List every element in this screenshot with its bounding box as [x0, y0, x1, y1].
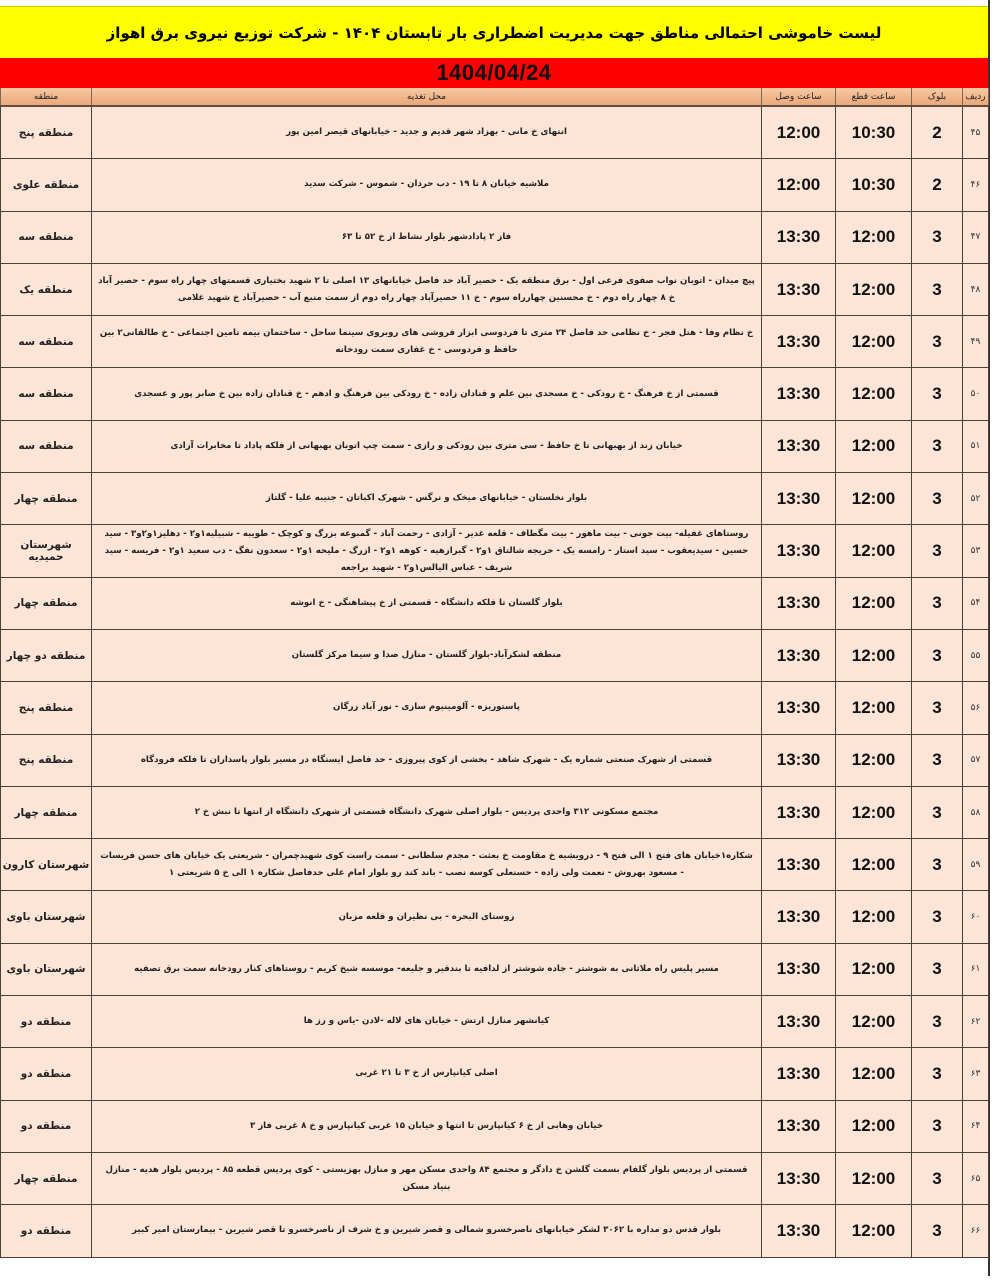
connect-time: 13:30	[762, 734, 836, 786]
block-number: 3	[912, 577, 963, 629]
row-number: ۵۴	[963, 577, 989, 629]
row-number: ۵۳	[963, 525, 989, 577]
connect-time: 13:30	[762, 1048, 836, 1100]
table-row	[1, 891, 989, 943]
cut-time: 10:30	[836, 159, 912, 211]
table-row	[1, 420, 989, 472]
feeding-location: منطقه لشکرآباد-بلوار گلستان - منازل صدا و سیما مرکز گلستان	[92, 629, 762, 681]
row-number: ۶۱	[963, 943, 989, 995]
row-number: ۶۶	[963, 1205, 989, 1257]
block-number: 3	[912, 263, 963, 315]
block-number: 3	[912, 1152, 963, 1204]
table-row	[1, 943, 989, 995]
connect-time: 13:30	[762, 368, 836, 420]
region-name: منطقه چهار	[1, 786, 92, 838]
region-name: منطقه علوی	[1, 159, 92, 211]
region-name: منطقه سه	[1, 368, 92, 420]
connect-time: 13:30	[762, 525, 836, 577]
region-name: شهرستان باوی	[1, 943, 92, 995]
block-number: 3	[912, 734, 963, 786]
feeding-location: قسمتی از خ فرهنگ - خ رودکی - خ مسجدی بین علم و قنادان زاده - خ رودکی بین فرهنگ و ادهم - خ قنادان زاده بین خ صابر پور و عسجدی	[92, 368, 762, 420]
row-number: ۵۲	[963, 473, 989, 525]
block-number: 3	[912, 839, 963, 891]
table-row	[1, 577, 989, 629]
table-row	[1, 996, 989, 1048]
feeding-location: بلوار قدس دو مداره با ۳۰۶۲ لشکر خیابانهای ناصرخسرو شمالی و قصر شیرین و خ شرف از ناصرخسرو تا قصر شیرین - بیمارستان امیر کبیر	[92, 1205, 762, 1257]
outage-table	[0, 88, 989, 1258]
cut-time: 12:00	[836, 368, 912, 420]
feeding-location: ملاشیه خیابان ۸ تا ۱۹ - دب حردان - شموس - شرکت سدید	[92, 159, 762, 211]
feeding-location: مسیر پلیس راه ملاثانی به شوشتر - جاده شوشتر از لدافیه تا بندقیر و جلیعه- موسسه شیخ کریم - روستاهای کنار رودخانه سمت برق تصفیه	[92, 943, 762, 995]
table-row	[1, 316, 989, 368]
connect-time: 13:30	[762, 1205, 836, 1257]
connect-time: 13:30	[762, 263, 836, 315]
date-banner	[0, 58, 988, 88]
cut-time: 12:00	[836, 734, 912, 786]
feeding-location: پیچ میدان - اتوبان نواب صفوی فرعی اول - برق منطقه یک - حصیر آباد حد فاصل خیابانهای ۱۳ اصلی تا ۲ شهید بختیاری قسمتهای چهار راه سوم - حصیر آباد خ ۸ چهار راه دوم - خ محسنین چهارراه سوم - خ ۱۱ حصیرآباد چهار راه دوم از سمت منبع آب - حصیرآباد خ شهید غلامی	[92, 263, 762, 315]
cut-time: 12:00	[836, 943, 912, 995]
connect-time: 13:30	[762, 943, 836, 995]
cut-time: 12:00	[836, 525, 912, 577]
cut-time: 12:00	[836, 891, 912, 943]
table-row	[1, 1152, 989, 1204]
block-number: 3	[912, 420, 963, 472]
block-number: 3	[912, 891, 963, 943]
block-number: 3	[912, 943, 963, 995]
row-number: ۵۶	[963, 682, 989, 734]
schedule-date: 1404/04/24	[436, 60, 552, 85]
connect-time: 13:30	[762, 420, 836, 472]
region-name: منطقه چهار	[1, 1152, 92, 1204]
cut-time: 12:00	[836, 211, 912, 263]
block-number: 3	[912, 473, 963, 525]
page-title: لیست خاموشی احتمالی مناطق جهت مدیریت اضطراری بار تابستان ۱۴۰۴ - شرکت توزیع نیروی برق اهواز	[106, 24, 882, 42]
feeding-location: شکاره۱خیابان های فتح ۱ الی فتح ۹ - درویشیه خ مقاومت خ بعثت - مجدم سلطانی - سمت راست کوی شهیدچمران - شریعتی یک خیابان های حسن فریسات - مسعود بهروش - نعمت ولی زاده - حسنعلی کوسه نصب - باند کند رو بلوار امام علی حدفاصل شکاره ۱ الی خ ۵ شریعتی ۱	[92, 839, 762, 891]
row-number: ۶۵	[963, 1152, 989, 1204]
connect-time: 13:30	[762, 682, 836, 734]
feeding-location: مجتمع مسکونی ۳۱۲ واحدی پردیس - بلوار اصلی شهرک دانشگاه قسمتی از شهرک دانشگاه از انتها تا نبش خ ۲	[92, 786, 762, 838]
cut-time: 12:00	[836, 1205, 912, 1257]
block-number: 3	[912, 1205, 963, 1257]
table-header-row	[1, 88, 989, 106]
block-number: 3	[912, 211, 963, 263]
row-number: ۵۰	[963, 368, 989, 420]
cut-time: 12:00	[836, 786, 912, 838]
cut-time: 10:30	[836, 106, 912, 159]
cut-time: 12:00	[836, 1048, 912, 1100]
feeding-location: خیابان زند از بهبهانی تا خ حافظ - سی متری بین رودکی و رازی - سمت چپ اتوبان بهبهانی از فلکه پاداد تا مخابرات آزادی	[92, 420, 762, 472]
title-banner	[0, 6, 988, 59]
cut-time: 12:00	[836, 577, 912, 629]
row-number: ۵۱	[963, 420, 989, 472]
region-name: شهرستان حمیدیه	[1, 525, 92, 577]
row-number: ۴۷	[963, 211, 989, 263]
region-name: منطقه سه	[1, 420, 92, 472]
row-number: ۵۸	[963, 786, 989, 838]
cut-time: 12:00	[836, 996, 912, 1048]
feeding-location: قسمتی از شهرک صنعتی شماره یک - شهرک شاهد - بخشی از کوی پیروزی - حد فاصل ایستگاه در مسیر بلوار پاسداران تا فلکه فرودگاه	[92, 734, 762, 786]
row-number: ۴۸	[963, 263, 989, 315]
row-number: ۶۳	[963, 1048, 989, 1100]
page-bottom-margin	[0, 1276, 1000, 1280]
feeding-location: قسمتی از پردیس بلوار گلفام بسمت گلشن خ دادگر و مجتمع ۸۴ واحدی مسکن مهر و منازل بهزیستی - کوی پردیس قطعه ۸۵ - پردیس بلوار هدیه - منازل بنیاد مسکن	[92, 1152, 762, 1204]
cut-time: 12:00	[836, 263, 912, 315]
region-name: منطقه چهار	[1, 473, 92, 525]
table-row	[1, 1205, 989, 1257]
feeding-location: اصلی کیانپارس از خ ۳ تا ۲۱ غربی	[92, 1048, 762, 1100]
region-name: منطقه سه	[1, 316, 92, 368]
block-number: 3	[912, 368, 963, 420]
block-number: 3	[912, 316, 963, 368]
row-number: ۴۵	[963, 106, 989, 159]
cut-time: 12:00	[836, 420, 912, 472]
row-number: ۶۲	[963, 996, 989, 1048]
table-row	[1, 734, 989, 786]
column-header-block: بلوک	[912, 88, 963, 106]
feeding-location: کیانشهر منازل ارتش - خیابان های لاله -لادن -یاس و رز ها	[92, 996, 762, 1048]
connect-time: 13:30	[762, 211, 836, 263]
feeding-location: روستای البحره - بی نظیران و قلعه مزبان	[92, 891, 762, 943]
table-row	[1, 682, 989, 734]
feeding-location: فاز ۲ پادادشهر بلوار نشاط از خ ۵۲ تا ۶۳	[92, 211, 762, 263]
connect-time: 12:00	[762, 159, 836, 211]
block-number: 3	[912, 786, 963, 838]
region-name: شهرستان باوی	[1, 891, 92, 943]
table-row	[1, 786, 989, 838]
connect-time: 13:30	[762, 786, 836, 838]
table-row	[1, 1048, 989, 1100]
cut-time: 12:00	[836, 473, 912, 525]
table-row	[1, 839, 989, 891]
block-number: 3	[912, 996, 963, 1048]
block-number: 3	[912, 525, 963, 577]
table-row	[1, 368, 989, 420]
block-number: 3	[912, 682, 963, 734]
connect-time: 13:30	[762, 1100, 836, 1152]
table-row	[1, 1100, 989, 1152]
row-number: ۵۵	[963, 629, 989, 681]
feeding-location: خیابان وهابی از خ ۶ کیانپارس تا انتها و خیابان ۱۵ غربی کیانپارس و خ ۸ غربی فاز ۳	[92, 1100, 762, 1152]
feeding-location: خ نظام وفا - هتل فجر - خ نظامی حد فاصل ۲۴ متری تا فردوسی ابزار فروشی های روبروی سینما ساحل - ساختمان بیمه تامین اجتماعی - خ طالقانی۲ بین حافظ و فردوسی - خ غفاری سمت رودخانه	[92, 316, 762, 368]
table-row	[1, 263, 989, 315]
cut-time: 12:00	[836, 316, 912, 368]
column-header-cut-time: ساعت قطع	[836, 88, 912, 106]
table-row	[1, 525, 989, 577]
feeding-location: بلوار نخلستان - خیابانهای میخک و نرگس - شهرک اکباتان - جنیبه علیا - گلتاز	[92, 473, 762, 525]
region-name: شهرستان کارون	[1, 839, 92, 891]
region-name: منطقه سه	[1, 211, 92, 263]
row-number: ۵۷	[963, 734, 989, 786]
feeding-location: بلوار گلستان تا فلکه دانشگاه - قسمتی از خ پیشاهنگی - خ انوشه	[92, 577, 762, 629]
row-number: ۴۹	[963, 316, 989, 368]
cut-time: 12:00	[836, 839, 912, 891]
region-name: منطقه یک	[1, 263, 92, 315]
region-name: منطقه پنج	[1, 106, 92, 159]
block-number: 2	[912, 106, 963, 159]
connect-time: 13:30	[762, 891, 836, 943]
block-number: 3	[912, 1048, 963, 1100]
column-header-radif: ردیف	[963, 88, 989, 106]
column-header-location: محل تغذیه	[92, 88, 762, 106]
column-header-region: منطقه	[1, 88, 92, 106]
cut-time: 12:00	[836, 629, 912, 681]
table-row	[1, 211, 989, 263]
connect-time: 13:30	[762, 839, 836, 891]
row-number: ۵۹	[963, 839, 989, 891]
region-name: منطقه دو	[1, 996, 92, 1048]
connect-time: 13:30	[762, 1152, 836, 1204]
column-header-connect-time: ساعت وصل	[762, 88, 836, 106]
block-number: 2	[912, 159, 963, 211]
block-number: 3	[912, 629, 963, 681]
cut-time: 12:00	[836, 1152, 912, 1204]
feeding-location: انتهای خ مانی - بهزاد شهر قدیم و جدید - خیابانهای قیصر امین پور	[92, 106, 762, 159]
region-name: منطقه دو	[1, 1205, 92, 1257]
region-name: منطقه پنج	[1, 682, 92, 734]
region-name: منطقه دو	[1, 1100, 92, 1152]
table-row	[1, 629, 989, 681]
table-row	[1, 106, 989, 159]
row-number: ۶۰	[963, 891, 989, 943]
cut-time: 12:00	[836, 682, 912, 734]
region-name: منطقه چهار	[1, 577, 92, 629]
connect-time: 13:30	[762, 473, 836, 525]
connect-time: 12:00	[762, 106, 836, 159]
block-number: 3	[912, 1100, 963, 1152]
row-number: ۶۴	[963, 1100, 989, 1152]
cut-time: 12:00	[836, 1100, 912, 1152]
region-name: منطقه دو	[1, 1048, 92, 1100]
table-row	[1, 159, 989, 211]
row-number: ۴۶	[963, 159, 989, 211]
region-name: منطقه دو چهار	[1, 629, 92, 681]
connect-time: 13:30	[762, 577, 836, 629]
region-name: منطقه پنج	[1, 734, 92, 786]
connect-time: 13:30	[762, 996, 836, 1048]
connect-time: 13:30	[762, 316, 836, 368]
connect-time: 13:30	[762, 629, 836, 681]
table-row	[1, 473, 989, 525]
feeding-location: روستاهای غفیله- بیت جونی - بیت ماهور - بیت مگطاف - قلعه غدیر - آزادی - رحمت آباد - گمبوعه بزرگ و کوچک - طویبه - شبیلیه۱و۲ - دهلیز۱و۲و۳ - سید حسین - سیدیعقوب - سید استار - رامسه یک - حریجه شالتاق ۱و۲ - گبرازهیه - کوهه ۱و۲ - ازرگ - ملیحه ۱و۲ - سعدون نفگ - دب سعید ۱و۲ - فریسه - سید شریف - عباس الیالس۱و۲ - شهید براجعه	[92, 525, 762, 577]
feeding-location: پاستوریزه - آلومینیوم سازی - نور آباد زرگان	[92, 682, 762, 734]
